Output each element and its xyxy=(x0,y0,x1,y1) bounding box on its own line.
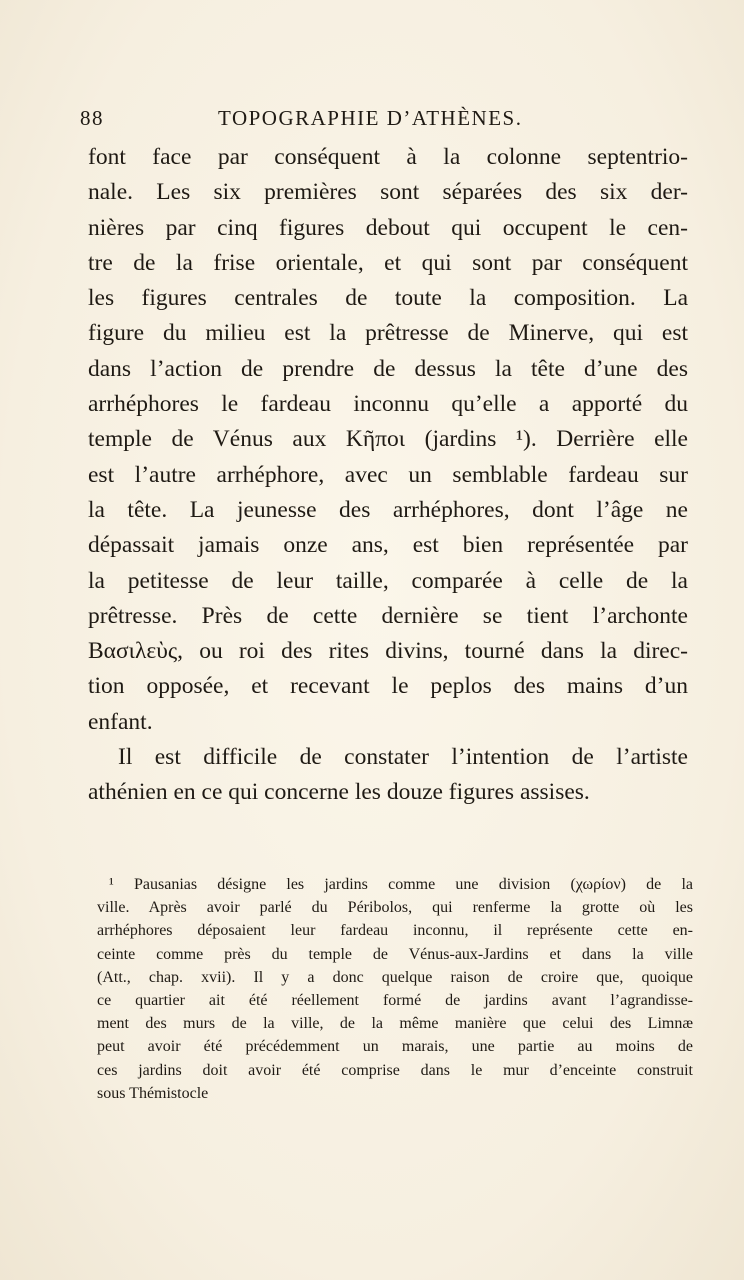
body-line: nières par cinq figures debout qui occupent le cen- xyxy=(88,214,688,241)
footnote-line: (Att., chap. xvii). Il y a donc quelque raison de croire que, quoique xyxy=(97,968,693,986)
body-line: athénien en ce qui concerne les douze figures assises. xyxy=(88,779,590,806)
footnote-line: ce quartier ait été réellement formé de jardins avant l’agrandisse- xyxy=(97,991,693,1009)
footnote-line: ment des murs de la ville, de la même manière que celui des Limnæ xyxy=(97,1015,693,1033)
body-text xyxy=(88,140,688,811)
running-title: TOPOGRAPHIE D’ATHÈNES. xyxy=(218,106,523,130)
body-line: dépassait jamais onze ans, est bien représentée par xyxy=(88,532,688,559)
footnote-line: ¹ Pausanias désigne les jardins comme une division (χωρίον) de la xyxy=(109,876,693,893)
body-line: font face par conséquent à la colonne septentrio- xyxy=(88,144,688,170)
body-line: figure du milieu est la prêtresse de Minerve, qui est xyxy=(88,320,688,347)
body-line: prêtresse. Près de cette dernière se tient l’archonte xyxy=(88,602,688,629)
body-line: temple de Vénus aux Κῆποι (jardins ¹). Derrière elle xyxy=(88,426,688,453)
footnote-line: peut avoir été précédemment un marais, une partie au moins de xyxy=(97,1038,693,1056)
body-line: arrhéphores le fardeau inconnu qu’elle a apporté du xyxy=(88,391,688,418)
body-line: est l’autre arrhéphore, avec un semblable fardeau sur xyxy=(88,461,688,488)
footnote-line: ces jardins doit avoir été comprise dans le mur d’enceinte construit xyxy=(97,1061,693,1079)
body-line: Il est difficile de constater l’intention de l’artiste xyxy=(118,744,688,771)
footnote-line: ville. Après avoir parlé du Péribolos, qui renferme la grotte où les xyxy=(97,899,693,917)
body-line: la tête. La jeunesse des arrhéphores, dont l’âge ne xyxy=(88,496,688,523)
body-line: enfant. xyxy=(88,708,153,735)
page-header xyxy=(80,106,680,138)
body-line: dans l’action de prendre de dessus la tête d’une des xyxy=(88,355,688,382)
body-line: la petitesse de leur taille, comparée à celle de la xyxy=(88,567,688,594)
footnote-line: arrhéphores déposaient leur fardeau inconnu, il représente cette en- xyxy=(97,922,693,940)
body-line: tre de la frise orientale, et qui sont par conséquent xyxy=(88,249,688,276)
body-line: les figures centrales de toute la composition. La xyxy=(88,285,688,312)
footnote-line: ceinte comme près du temple de Vénus-aux-Jardins et dans la ville xyxy=(97,945,693,963)
page-number: 88 xyxy=(80,106,104,130)
footnote-line: sous Thémistocle xyxy=(97,1084,209,1102)
footnote xyxy=(97,873,693,1105)
body-line: Βασιλεὺς, ou roi des rites divins, tourné dans la direc- xyxy=(88,638,688,665)
body-line: tion opposée, et recevant le peplos des mains d’un xyxy=(88,673,688,700)
body-line: nale. Les six premières sont séparées des six der- xyxy=(88,179,688,206)
